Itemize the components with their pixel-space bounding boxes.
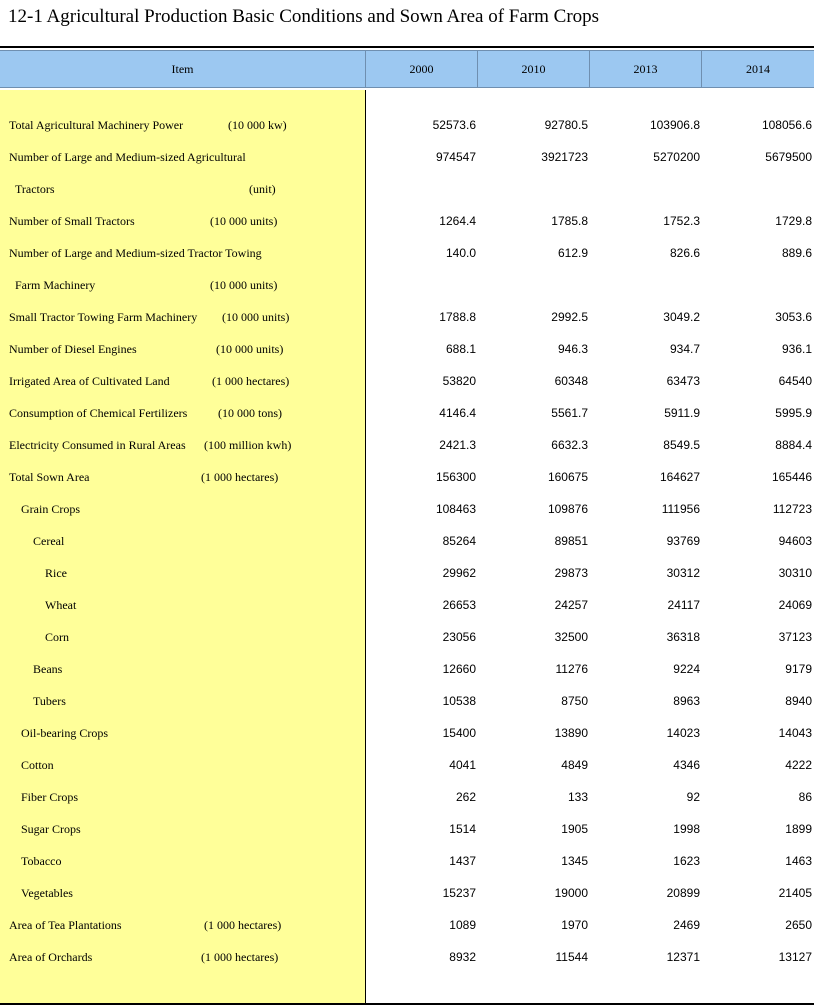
value-2010: 612.9 <box>557 246 588 260</box>
value-2000: 262 <box>455 790 476 804</box>
row-unit: (10 000 kw) <box>228 118 287 132</box>
value-2013: 1998 <box>673 822 700 836</box>
value-2014: 14043 <box>778 726 812 740</box>
value-2014: 1899 <box>785 822 812 836</box>
row-unit: (1 000 hectares) <box>201 470 279 484</box>
row-item-cell <box>0 397 365 429</box>
row-label: Vegetables <box>21 886 73 900</box>
value-2013: 826.6 <box>669 246 700 260</box>
table-row <box>0 909 814 941</box>
row-item-cell <box>0 941 365 973</box>
table-row <box>0 845 814 877</box>
table-row <box>0 205 814 237</box>
value-2010: 109876 <box>547 502 588 516</box>
row-label: Oil-bearing Crops <box>21 726 108 740</box>
row-unit: (10 000 tons) <box>218 406 282 420</box>
value-2013: 14023 <box>666 726 700 740</box>
row-label: Total Agricultural Machinery Power <box>9 118 184 132</box>
table-row <box>0 557 814 589</box>
row-label: Corn <box>45 630 69 644</box>
header-year-2014: 2014 <box>746 62 770 76</box>
row-label: Grain Crops <box>21 502 80 516</box>
value-2010: 1785.8 <box>551 214 588 228</box>
value-2013: 12371 <box>666 950 700 964</box>
value-2014: 30310 <box>778 566 812 580</box>
row-label: Electricity Consumed in Rural Areas <box>9 438 186 452</box>
value-2010: 8750 <box>561 694 588 708</box>
value-2000: 85264 <box>442 534 476 548</box>
value-2014: 8940 <box>785 694 812 708</box>
value-2014: 3053.6 <box>775 310 812 324</box>
value-2000: 10538 <box>442 694 476 708</box>
row-unit: (10 000 units) <box>210 278 278 292</box>
table-row <box>0 781 814 813</box>
row-item-cell <box>0 813 365 845</box>
value-2010: 92780.5 <box>544 118 588 132</box>
row-item-cell <box>0 141 365 173</box>
row-item-cell <box>0 877 365 909</box>
value-2014 <box>702 173 812 205</box>
row-item-cell <box>0 557 365 589</box>
value-2014: 5995.9 <box>775 406 812 420</box>
row-unit: (1 000 hectares) <box>212 374 290 388</box>
table-row <box>0 269 814 301</box>
row-item-cell <box>0 685 365 717</box>
value-2010: 160675 <box>547 470 588 484</box>
row-item-cell <box>0 621 365 653</box>
value-2000: 4146.4 <box>439 406 476 420</box>
value-2010: 1970 <box>561 918 588 932</box>
row-item-cell <box>0 269 365 301</box>
table-row <box>0 493 814 525</box>
table-row <box>0 397 814 429</box>
value-2000: 4041 <box>449 758 476 772</box>
table-row <box>0 941 814 973</box>
value-2013: 111956 <box>661 502 700 516</box>
value-2000: 23056 <box>442 630 476 644</box>
value-2000: 8932 <box>449 950 476 964</box>
row-label: Consumption of Chemical Fertilizers <box>9 406 188 420</box>
value-2010: 11276 <box>555 662 588 676</box>
value-2010 <box>478 173 588 205</box>
value-2014: 21405 <box>778 886 812 900</box>
value-2010: 2992.5 <box>551 310 588 324</box>
value-2013 <box>590 269 700 301</box>
row-item-cell <box>0 365 365 397</box>
value-2000: 1514 <box>449 822 476 836</box>
value-2014: 165446 <box>771 470 812 484</box>
value-2013: 1752.3 <box>663 214 700 228</box>
row-label: Area of Tea Plantations <box>9 918 122 932</box>
row-item-cell <box>0 845 365 877</box>
row-item-cell <box>0 237 365 269</box>
row-item-cell <box>0 301 365 333</box>
page-title: 12-1 Agricultural Production Basic Conditions and Sown Area of Farm Crops <box>8 6 600 27</box>
value-2014: 2650 <box>785 918 812 932</box>
row-item-cell <box>0 525 365 557</box>
value-2013: 4346 <box>673 758 700 772</box>
table-row <box>0 813 814 845</box>
row-unit: (10 000 units) <box>222 310 290 324</box>
row-item-cell <box>0 173 365 205</box>
value-2000: 15400 <box>442 726 476 740</box>
header-year-2010: 2010 <box>478 51 590 87</box>
table-row <box>0 749 814 781</box>
value-2014: 889.6 <box>781 246 812 260</box>
row-label: Tubers <box>33 694 66 708</box>
row-item-cell <box>0 717 365 749</box>
row-unit: (10 000 units) <box>210 214 278 228</box>
row-label: Total Sown Area <box>9 470 90 484</box>
value-2013: 103906.8 <box>649 118 700 132</box>
value-2013: 164627 <box>659 470 700 484</box>
row-label: Farm Machinery <box>15 278 96 292</box>
table-row <box>0 621 814 653</box>
value-2013 <box>590 173 700 205</box>
row-label: Beans <box>33 662 63 676</box>
value-2014 <box>702 269 812 301</box>
table-row <box>0 685 814 717</box>
value-2000: 1264.4 <box>439 214 476 228</box>
value-2014: 112723 <box>772 502 812 516</box>
value-2014: 9179 <box>785 662 812 676</box>
value-2010: 5561.7 <box>551 406 588 420</box>
row-unit: (100 million kwh) <box>204 438 292 452</box>
value-2010: 1905 <box>561 822 588 836</box>
value-2000: 688.1 <box>445 342 476 356</box>
value-2013: 93769 <box>666 534 700 548</box>
value-2013: 5911.9 <box>664 406 700 420</box>
table-row <box>0 877 814 909</box>
value-2000: 26653 <box>442 598 476 612</box>
value-2013: 2469 <box>673 918 700 932</box>
row-label: Irrigated Area of Cultivated Land <box>9 374 170 388</box>
table-row <box>0 461 814 493</box>
row-item-cell <box>0 781 365 813</box>
row-item-cell <box>0 429 365 461</box>
value-2010: 4849 <box>561 758 588 772</box>
row-item-cell <box>0 461 365 493</box>
value-2013: 8549.5 <box>663 438 700 452</box>
row-label: Number of Large and Medium-sized Agricultural <box>9 150 246 164</box>
table-header <box>0 50 814 88</box>
value-2010: 3921723 <box>541 150 588 164</box>
header-year-2013: 2013 <box>590 51 702 87</box>
table-row <box>0 653 814 685</box>
row-item-cell <box>0 205 365 237</box>
value-2013: 5270200 <box>653 150 700 164</box>
row-label: Tractors <box>15 182 55 196</box>
value-2014: 86 <box>798 790 812 804</box>
row-label: Small Tractor Towing Farm Machinery <box>9 310 198 324</box>
row-label: Area of Orchards <box>9 950 93 964</box>
row-label: Rice <box>45 566 67 580</box>
table-row <box>0 301 814 333</box>
row-unit: (1 000 hectares) <box>204 918 282 932</box>
value-2000: 15237 <box>442 886 476 900</box>
bottom-rule <box>0 1003 814 1005</box>
table-row <box>0 333 814 365</box>
value-2010: 32500 <box>554 630 588 644</box>
row-unit: (unit) <box>249 182 276 196</box>
value-2013: 63473 <box>666 374 700 388</box>
table-row <box>0 589 814 621</box>
row-label: Cotton <box>21 758 54 772</box>
row-label: Tobacco <box>21 854 62 868</box>
row-label: Wheat <box>45 598 77 612</box>
value-2000 <box>366 269 476 301</box>
value-2010: 24257 <box>554 598 588 612</box>
value-2010: 13890 <box>554 726 588 740</box>
value-2000: 1437 <box>449 854 476 868</box>
value-2000: 974547 <box>435 150 476 164</box>
value-2000: 53820 <box>442 374 476 388</box>
value-2010: 89851 <box>554 534 588 548</box>
value-2014: 24069 <box>778 598 812 612</box>
value-2014: 936.1 <box>781 342 812 356</box>
table-row <box>0 429 814 461</box>
value-2010: 19000 <box>554 886 588 900</box>
value-2000: 156300 <box>435 470 476 484</box>
row-item-cell <box>0 493 365 525</box>
row-item-cell <box>0 653 365 685</box>
value-2014: 13127 <box>778 950 812 964</box>
row-item-cell <box>0 109 365 141</box>
value-2014: 37123 <box>778 630 812 644</box>
value-2014: 8884.4 <box>775 438 812 452</box>
value-2000: 12660 <box>442 662 476 676</box>
value-2014: 108056.6 <box>761 118 812 132</box>
value-2013: 3049.2 <box>663 310 700 324</box>
row-label: Number of Diesel Engines <box>9 342 137 356</box>
row-unit: (1 000 hectares) <box>201 950 279 964</box>
row-label: Number of Large and Medium-sized Tractor Towing <box>9 246 262 260</box>
value-2013: 20899 <box>666 886 700 900</box>
row-item-cell <box>0 589 365 621</box>
value-2013: 36318 <box>666 630 700 644</box>
row-item-cell <box>0 749 365 781</box>
value-2014: 1729.8 <box>775 214 812 228</box>
value-2000: 1089 <box>449 918 476 932</box>
value-2000: 108463 <box>435 502 476 516</box>
value-2010: 946.3 <box>557 342 588 356</box>
table-row <box>0 365 814 397</box>
table-row <box>0 109 814 141</box>
value-2000 <box>366 173 476 205</box>
header-year-2000: 2000 <box>366 51 478 87</box>
value-2014: 5679500 <box>765 150 812 164</box>
value-2010: 11544 <box>555 950 588 964</box>
value-2010: 29873 <box>554 566 588 580</box>
value-2000: 52573.6 <box>432 118 476 132</box>
header-item: Item <box>0 51 366 87</box>
value-2013: 934.7 <box>669 342 700 356</box>
value-2013: 1623 <box>673 854 700 868</box>
value-2010: 1345 <box>561 854 588 868</box>
table-row <box>0 141 814 173</box>
row-item-cell <box>0 909 365 941</box>
value-2013: 9224 <box>673 662 700 676</box>
top-rule <box>0 46 814 48</box>
value-2000: 2421.3 <box>439 438 476 452</box>
table-row <box>0 237 814 269</box>
table-row <box>0 525 814 557</box>
table-row <box>0 173 814 205</box>
value-2013: 8963 <box>673 694 700 708</box>
value-2014: 4222 <box>785 758 812 772</box>
value-2014: 64540 <box>778 374 812 388</box>
row-item-cell <box>0 333 365 365</box>
value-2000: 29962 <box>442 566 476 580</box>
row-unit: (10 000 units) <box>216 342 284 356</box>
row-label: Sugar Crops <box>21 822 81 836</box>
value-2010: 6632.3 <box>551 438 588 452</box>
row-label: Fiber Crops <box>21 790 78 804</box>
value-2013: 30312 <box>666 566 700 580</box>
value-2014: 1463 <box>785 854 812 868</box>
value-2010: 133 <box>567 790 588 804</box>
value-2000: 1788.8 <box>439 310 476 324</box>
row-label: Number of Small Tractors <box>9 214 135 228</box>
table-row <box>0 717 814 749</box>
value-2010 <box>478 269 588 301</box>
value-2000: 140.0 <box>445 246 476 260</box>
value-2013: 24117 <box>667 598 700 612</box>
row-label: Cereal <box>33 534 65 548</box>
value-2010: 60348 <box>554 374 588 388</box>
value-2014: 94603 <box>778 534 812 548</box>
value-2013: 92 <box>686 790 700 804</box>
